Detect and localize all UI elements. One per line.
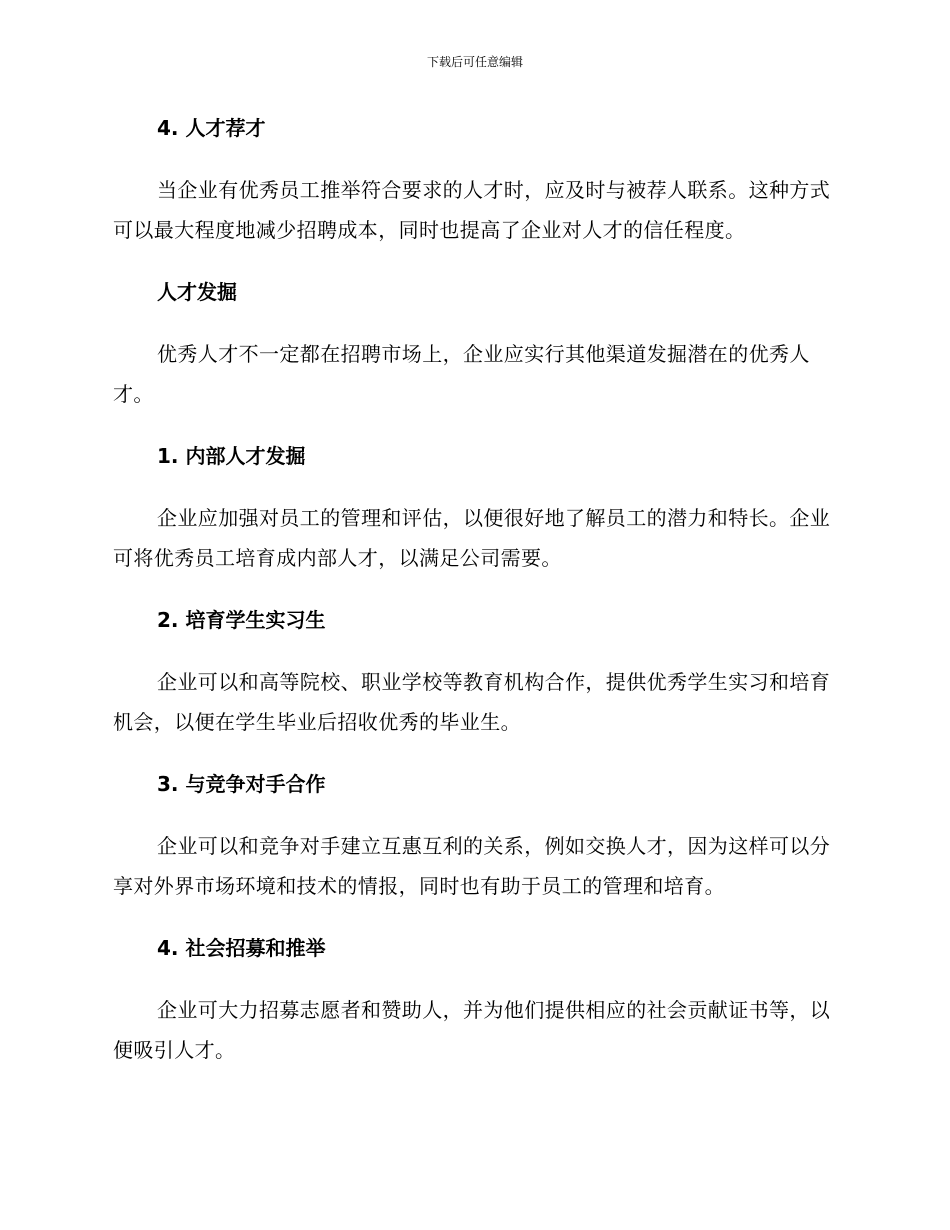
paragraph-talent-referral: 当企业有优秀员工推举符合要求的人才时，应及时与被荐人联系。这种方式可以最大程度地减少招聘成本，同时也提高了企业对人才的信任程度。 [113,178,831,242]
section-heading-talent-discovery: 人才发掘 [157,280,237,304]
section-heading-social-recruitment: 4. 社会招募和推举 [157,936,326,960]
paragraph-social-recruitment: 企业可大力招募志愿者和赞助人，并为他们提供相应的社会贡献证书等，以便吸引人才。 [113,998,831,1062]
page-header: 下载后可任意编辑 [426,55,523,69]
paragraph-student-interns: 企业可以和高等院校、职业学校等教育机构合作，提供优秀学生实习和培育机会，以便在学生毕业后招收优秀的毕业生。 [113,670,831,734]
section-heading-internal-discovery: 1. 内部人才发掘 [157,444,306,468]
document-body [113,108,833,1092]
section-heading-competitor-cooperation: 3. 与竞争对手合作 [157,772,326,796]
section-heading-student-interns: 2. 培育学生实习生 [157,608,326,632]
paragraph-competitor-cooperation: 企业可以和竞争对手建立互惠互利的关系，例如交换人才，因为这样可以分享对外界市场环境和技术的情报，同时也有助于员工的管理和培育。 [113,834,831,898]
paragraph-talent-discovery: 优秀人才不一定都在招聘市场上，企业应实行其他渠道发掘潜在的优秀人才。 [113,342,810,406]
section-heading-talent-referral: 4. 人才荐才 [157,116,266,140]
paragraph-internal-discovery: 企业应加强对员工的管理和评估，以便很好地了解员工的潜力和特长。企业可将优秀员工培育成内部人才，以满足公司需要。 [113,506,831,570]
